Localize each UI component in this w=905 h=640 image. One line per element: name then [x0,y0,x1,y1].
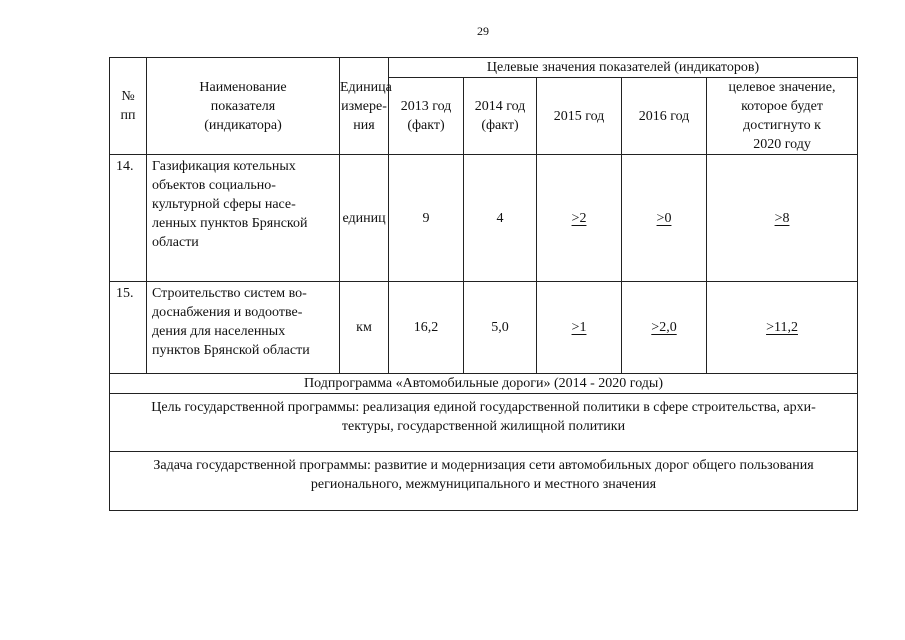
page-number: 29 [477,24,489,38]
row-value-2013: 16,2 [389,282,464,374]
table-row [110,282,858,374]
header-2016: 2016 год [622,78,707,155]
indicators-table [109,57,858,511]
row-unit: единиц [340,155,389,282]
goal-row [110,394,858,452]
row-value-2015 [537,155,622,282]
row-value-target-2020 [707,155,858,282]
row-value-2015-text: >2 [571,210,587,226]
row-indicator-name: Строительство систем во- доснабжения и водоотве- дения для населенных пунктов Брянской области [147,282,340,374]
row-value-target-2020 [707,282,858,374]
header-2014: 2014 год (факт) [464,78,537,155]
header-target-2020: целевое значение, которое будет достигнуто к 2020 году [707,78,858,155]
row-number: 14. [110,155,147,282]
header-unit: Единица измере- ния [340,58,389,155]
row-value-2015-text: >1 [571,320,587,335]
subprogram-row [110,374,858,394]
program-task: Задача государственной программы: развитие и модернизация сети автомобильных дорог общего пользования регионального, межмуниципального и местного значения [110,452,858,511]
row-value-2016-text: >2,0 [651,320,677,335]
row-number: 15. [110,282,147,374]
table-row [110,155,858,282]
row-value-2016-text: >0 [656,210,672,226]
row-value-2015 [537,282,622,374]
header-row-1 [110,58,858,78]
header-targets-group: Целевые значения показателей (индикаторов) [389,58,858,78]
row-indicator-name: Газификация котельных объектов социально- культурной сферы насе- ленных пунктов Брянской области [147,155,340,282]
header-2015: 2015 год [537,78,622,155]
row-value-2016 [622,155,707,282]
header-2013: 2013 год (факт) [389,78,464,155]
row-value-2014: 4 [464,155,537,282]
row-value-2016 [622,282,707,374]
subprogram-title: Подпрограмма «Автомобильные дороги» (2014 - 2020 годы) [110,374,858,394]
row-value-2013: 9 [389,155,464,282]
row-value-target-text: >8 [774,210,790,226]
header-name: Наименование показателя (индикатора) [147,58,340,155]
task-row [110,452,858,511]
row-value-2014: 5,0 [464,282,537,374]
row-unit: км [340,282,389,374]
program-goal: Цель государственной программы: реализация единой государственной политики в сфере строительства, архи- тектуры, государственной жилищной политики [110,394,858,452]
header-number: № пп [110,58,147,155]
row-value-target-text: >11,2 [766,320,798,335]
